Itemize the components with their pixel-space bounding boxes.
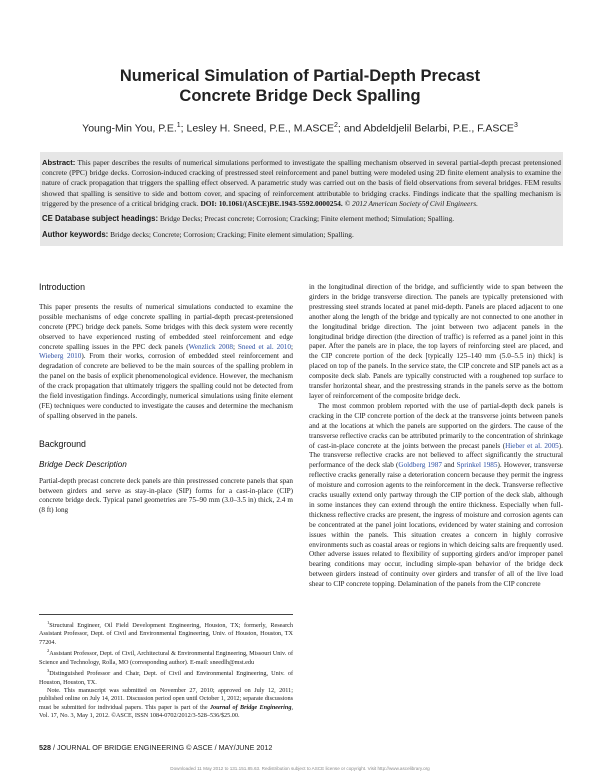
author-3-affil: 3 [513, 122, 518, 129]
ref-goldberg-1987[interactable]: Goldberg 1987 [398, 461, 442, 470]
abstract-paragraph [40, 158, 563, 209]
note-text-2: , Vol. 17, No. 3, May 1, 2012. ©ASCE, ISSN 1084-0702/2012/3-528–536/$25.00. [39, 703, 293, 720]
ref-wenzlick-2008[interactable]: Wenzlick 2008 [188, 342, 233, 351]
footnote-1-text: Structural Engineer, Oil Field Development Engineering, Houston, TX; formerly, Research Assistant Professor, Dept. of Civil and Environmental Engineering, Univ. of Houston, Houston, TX 77204. [39, 622, 293, 646]
copyright-text: © 2012 American Society of Civil Engineers. [344, 198, 478, 208]
ref-wieberg-2010[interactable]: Wieberg 2010 [39, 352, 82, 361]
bridge-deck-description-heading: Bridge Deck Description [39, 459, 127, 469]
left-column [39, 283, 293, 516]
ce-subject-headings [40, 214, 563, 225]
footnote-2-number: 2 [47, 648, 50, 654]
ref-separator-1: ; [232, 342, 238, 351]
footnote-2 [39, 647, 293, 667]
manuscript-note [39, 687, 293, 721]
ref-sprinkel-1985[interactable]: Sprinkel 1985 [456, 461, 498, 470]
background-heading: Background [39, 438, 86, 449]
author-3: ; and Abdeldjelil Belarbi, P.E., F.ASCE [337, 122, 514, 135]
footnote-3-number: 3 [47, 668, 50, 674]
paper-title [0, 66, 600, 106]
ref-sneed-2010[interactable]: Sneed et al. 2010 [237, 342, 291, 351]
bridge-deck-description-paragraph: Partial-depth precast concrete deck panels are thin prestressed concrete panels that span between girders and serve as stay-in-place (SIP) forms for a cast-in-place (CIP) concrete bridge deck. Typical panel geometries are 75–90 mm (3.0–3.5 in) thick, 2.4 m (8 ft) long [39, 476, 293, 515]
keywords-text: Bridge decks; Concrete; Corrosion; Cracking; Finite element simulation; Spalling. [110, 229, 354, 239]
author-2-affil: 2 [333, 122, 338, 129]
author-list [0, 122, 600, 135]
note-text-1: Note. This manuscript was submitted on November 27, 2010; approved on July 12, 2011; published online on July 14, 2011. Discussion period open until October 1, 2012; separate discussions must be submitted for individual papers. This paper is part of the [39, 687, 293, 711]
footnote-1-number: 1 [47, 620, 50, 625]
page-footer [39, 743, 272, 752]
right-paragraph-1: in the longitudinal direction of the bridge, and sufficiently wide to span between the girders in the bridge transverse direction. The panels are typically pretensioned with prestressing steel strands located at panel mid-depth. Panels are placed adjacent to one another along the length of the bridge and typically are not connected to one another in the longitudinal bridge direction. The joint between two adjacent panels in the longitudinal bridge direction (the direction of traffic) is referred as a panel joint in this paper. After the panels are in place, the top layers of reinforcing steel are placed, and the CIP concrete portion of the deck [typically 125–140 mm (5.0–5.5 in) thick] is placed on top of the panels. In the service state, the CIP concrete and SIP panels act as a composite deck slab. Panels are typically constructed with a roughened top surface to transfer horizontal shear, and the prestressing strands in the panels serve as the bottom layer of reinforcement of the composite bridge deck. [309, 283, 563, 400]
intro-text-2: ). From their works, corrosion of embedded steel reinforcement and degradation of concrete are believed to be the main sources of the spalling problem in the panel on the basis of explicit phenomenological evidence. However, the mechanism of the crack propagation that ultimately triggers the spalling could not be detected from the field investigation findings. Accordingly, numerical simulations using finite element (FE) techniques were conducted to investigate the causes and determine the mechanism of spalling observed in the panels. [39, 352, 294, 420]
abstract-box [40, 152, 563, 246]
author-1-affil: 1 [176, 122, 181, 129]
keywords-label: Author keywords: [42, 229, 109, 239]
right-paragraph-2 [309, 402, 563, 590]
abstract-text: This paper describes the results of numerical simulations performed to investigate the spalling mechanism observed in several partial-depth precast pretensioned concrete (PPC) bridge decks. Corrosion-induced cracking of prestressed steel reinforcement and panel butting were modeled using 2D finite element analysis to examine the nature of crack propagation that triggers the spalling effect observed. A parametric study was carried out on the basis of field observations from several bridges. FEM results showed that spalling is sensitive to side and bottom cover, and spacing of reinforcement attributable to bridging cracks. Findings indicate that the spalling mechanism is triggered by the presence of a critical bridging crack. [42, 158, 562, 208]
journal-name: Journal of Bridge Engineering [209, 703, 292, 711]
p2-text-d: ). However, transverse reflective cracks generally raise a deterioration concern because they permit the ingress of moisture and corrosion agents to the reinforcement in the deck. Transverse reflective cracks usually extend only partway through the CIP portion of the deck slab, although in some instances they can extend through the entire thickness. Especially when full-thickness reflective cracks are present, the ingress of moisture and corrosion agents can be concentrated at the panel joint locations, evidenced by water staining and corrosion issues within the panels. This situation creates a concern in highly corrosive environments such as coastal areas or regions in which deicing salts are frequently used. Other adverse issues related to flexibility of supporting girders and/or improper panel bearing conditions may occur, including simple-span behavior of the bridge deck between girders instead of continuity over girders and transfer of all of the live load shear to CIP concrete topping. Delamination of the panels from the CIP concrete [309, 461, 563, 589]
footnote-2-text: Assistant Professor, Dept. of Civil, Architectural & Environmental Engineering, Missouri Univ. of Science and Technology, Rolla, MO (corresponding author). E-mail: sneedlh@mst.edu [39, 650, 293, 666]
introduction-paragraph [39, 303, 293, 422]
footnotes [39, 614, 293, 721]
p2-text-c: and [441, 461, 457, 470]
journal-footer: / JOURNAL OF BRIDGE ENGINEERING © ASCE / MAY/JUNE 2012 [51, 743, 273, 752]
ref-hieber-2005[interactable]: Hieber et al. 2005 [505, 441, 559, 450]
page-number: 528 [39, 743, 51, 752]
ce-headings-text: Bridge Decks; Precast concrete; Corrosion; Cracking; Finite element method; Simulation; Spalling. [159, 214, 455, 224]
right-column [309, 283, 563, 590]
author-keywords [40, 230, 563, 241]
footnote-3-text: Distinguished Professor and Chair, Dept. of Civil and Environmental Engineering, Univ. of Houston, Houston, TX. [39, 670, 293, 686]
footnote-1 [39, 619, 293, 647]
abstract-label: Abstract: [42, 158, 76, 167]
paper-title-line-1: Numerical Simulation of Partial-Depth Precast [119, 67, 481, 85]
intro-text-1: This paper presents the results of numerical simulations conducted to examine the possible mechanisms of edge concrete spalling in partial-depth precast-pretensioned concrete (PPC) bridge deck panels. Some bridges with this deck system were recently observed to have experienced rusting of embedded steel reinforcement and edge concrete spalling issues in the PPC deck panels ( [39, 302, 293, 351]
p2-text-a: The most common problem reported with the use of partial-depth deck panels is cracking in the CIP concrete portion of the deck at the transverse joints between panels and at the locations at which the panels are supported on the girders. The cause of the transverse reflective cracks can be attributed primarily to the concentration of shrinkage of cast-in-place concrete at the joints between the precast panels ( [309, 401, 563, 450]
download-notice: Downloaded 11 May 2012 to 131.151.85.63. Redistribution subject to ASCE license or copyright. Visit http://www.ascelibrary.org [170, 766, 430, 771]
doi-link[interactable]: DOI: 10.1061/(ASCE)BE.1943-5592.0000254. [200, 198, 343, 208]
footnote-3 [39, 667, 293, 687]
introduction-heading: Introduction [39, 282, 85, 292]
ref-separator-2: ; [290, 342, 293, 351]
author-1: Young-Min You, P.E. [82, 122, 177, 135]
ce-headings-label: CE Database subject headings: [42, 214, 159, 224]
author-2: ; Lesley H. Sneed, P.E., M.ASCE [180, 122, 334, 135]
paper-title-line-2: Concrete Bridge Deck Spalling [179, 87, 421, 105]
p2-text-b: ). The transverse reflective cracks are not believed to affect significantly the structural performance of the deck slab ( [309, 441, 563, 470]
